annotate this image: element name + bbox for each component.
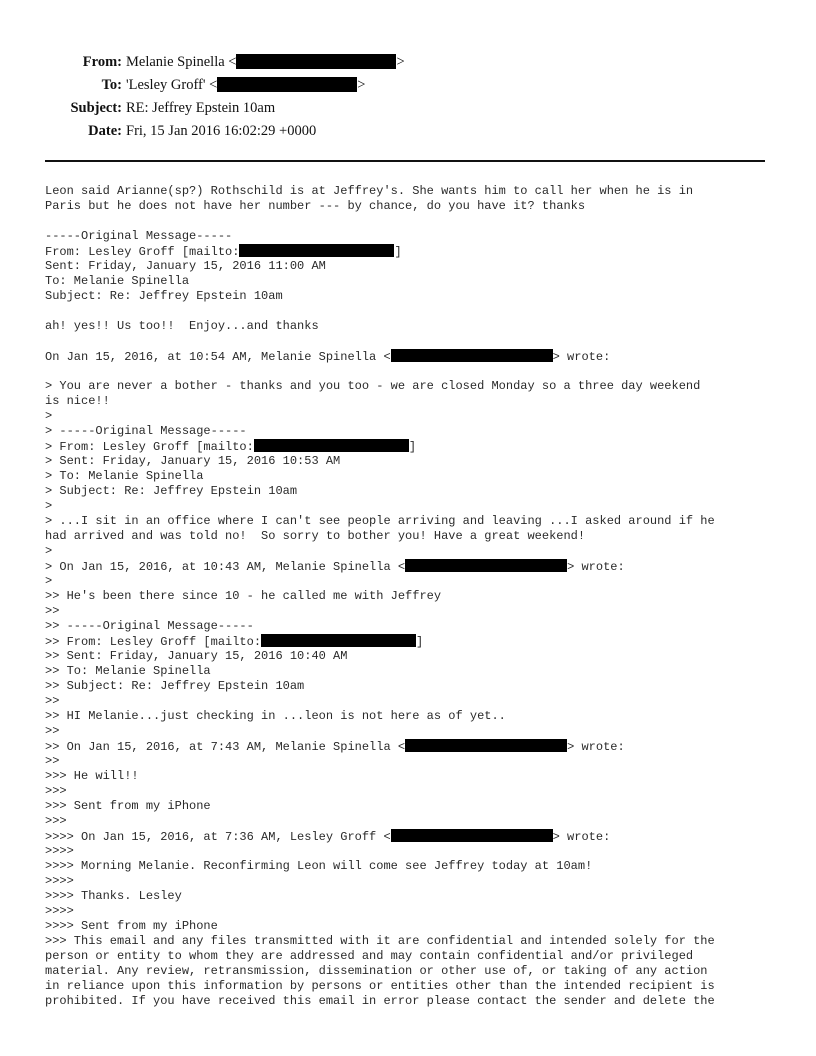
body-line: Sent: Friday, January 15, 2016 11:00 AM xyxy=(45,259,326,273)
date-row xyxy=(0,120,816,143)
body-line: in reliance upon this information by persons or entities other than the intended recipient is xyxy=(45,979,715,993)
body-line: > From: Lesley Groff [mailto: ] xyxy=(45,440,417,454)
subject-value: RE: Jeffrey Epstein 10am xyxy=(126,100,276,116)
body-line: >>>> On Jan 15, 2016, at 7:36 AM, Lesley Groff < > wrote: xyxy=(45,830,611,844)
body-line: is nice!! xyxy=(45,394,110,408)
body-line: >> To: Melanie Spinella xyxy=(45,664,211,678)
body-line: >> xyxy=(45,754,60,768)
email-header xyxy=(0,51,816,143)
body-line: >> He's been there since 10 - he called me with Jeffrey xyxy=(45,589,442,603)
redaction-block xyxy=(405,739,567,752)
body-line: >> xyxy=(45,604,60,618)
body-line: >>>> Morning Melanie. Reconfirming Leon will come see Jeffrey today at 10am! xyxy=(45,859,593,873)
body-line: > Sent: Friday, January 15, 2016 10:53 AM xyxy=(45,454,341,468)
redaction-block xyxy=(236,54,396,69)
body-line: Subject: Re: Jeffrey Epstein 10am xyxy=(45,289,283,303)
redaction-block xyxy=(405,559,567,572)
body-line: > xyxy=(45,499,53,513)
body-line: To: Melanie Spinella xyxy=(45,274,190,288)
body-line: > -----Original Message----- xyxy=(45,424,247,438)
body-line: >>>> xyxy=(45,874,74,888)
redaction-block xyxy=(239,244,394,257)
to-label: To: xyxy=(101,77,122,93)
from-value: Melanie Spinella < > xyxy=(126,54,405,70)
body-line: >>>> xyxy=(45,844,74,858)
from-row xyxy=(0,51,816,74)
body-line: > On Jan 15, 2016, at 10:43 AM, Melanie Spinella < > wrote: xyxy=(45,560,625,574)
body-line: prohibited. If you have received this email in error please contact the sender and delete the xyxy=(45,994,715,1008)
redaction-block xyxy=(391,829,553,842)
body-line: > xyxy=(45,544,53,558)
redaction-block xyxy=(261,634,416,647)
redaction-block xyxy=(217,77,357,92)
subject-row xyxy=(0,97,816,120)
body-line: >>>> Thanks. Lesley xyxy=(45,889,182,903)
body-line: > xyxy=(45,409,53,423)
body-line: > You are never a bother - thanks and you too - we are closed Monday so a three day weekend xyxy=(45,379,701,393)
body-line: ah! yes!! Us too!! Enjoy...and thanks xyxy=(45,319,319,333)
date-value: Fri, 15 Jan 2016 16:02:29 +0000 xyxy=(126,123,317,139)
body-line: >> xyxy=(45,724,60,738)
body-line: -----Original Message----- xyxy=(45,229,233,243)
body-line: > To: Melanie Spinella xyxy=(45,469,204,483)
redaction-block xyxy=(254,439,409,452)
body-line: >> xyxy=(45,694,60,708)
body-line: >> From: Lesley Groff [mailto: ] xyxy=(45,635,424,649)
from-label: From: xyxy=(82,54,122,70)
body-line: >> -----Original Message----- xyxy=(45,619,254,633)
body-line: >>> He will!! xyxy=(45,769,139,783)
body-line: >> Sent: Friday, January 15, 2016 10:40 AM xyxy=(45,649,348,663)
email-body xyxy=(45,184,785,1009)
body-line: >>> xyxy=(45,814,67,828)
body-line: >>> Sent from my iPhone xyxy=(45,799,211,813)
body-line: >>> xyxy=(45,784,67,798)
body-line: > ...I sit in an office where I can't see people arriving and leaving ...I asked around if he xyxy=(45,514,715,528)
body-line: had arrived and was told no! So sorry to bother you! Have a great weekend! xyxy=(45,529,586,543)
subject-label: Subject: xyxy=(70,100,122,116)
body-line: >>> This email and any files transmitted with it are confidential and intended solely for the xyxy=(45,934,715,948)
body-line: >> On Jan 15, 2016, at 7:43 AM, Melanie Spinella < > wrote: xyxy=(45,740,625,754)
body-line: > Subject: Re: Jeffrey Epstein 10am xyxy=(45,484,298,498)
date-label: Date: xyxy=(88,123,122,139)
to-value: 'Lesley Groff' < > xyxy=(126,77,366,93)
header-divider xyxy=(45,160,765,162)
body-line: Leon said Arianne(sp?) Rothschild is at Jeffrey's. She wants him to call her when he is in xyxy=(45,184,694,198)
body-line: On Jan 15, 2016, at 10:54 AM, Melanie Spinella < > wrote: xyxy=(45,350,611,364)
body-line: >> Subject: Re: Jeffrey Epstein 10am xyxy=(45,679,305,693)
body-line: >> HI Melanie...just checking in ...leon is not here as of yet.. xyxy=(45,709,506,723)
redaction-block xyxy=(391,349,553,362)
body-line: Paris but he does not have her number --- by chance, do you have it? thanks xyxy=(45,199,586,213)
body-line: From: Lesley Groff [mailto: ] xyxy=(45,245,402,259)
body-line: >>>> xyxy=(45,904,74,918)
body-line: person or entity to whom they are addressed and may contain confidential and/or privileged xyxy=(45,949,694,963)
body-line: > xyxy=(45,574,53,588)
to-row xyxy=(0,74,816,97)
body-line: material. Any review, retransmission, dissemination or other use of, or taking of any action xyxy=(45,964,708,978)
body-line: >>>> Sent from my iPhone xyxy=(45,919,218,933)
